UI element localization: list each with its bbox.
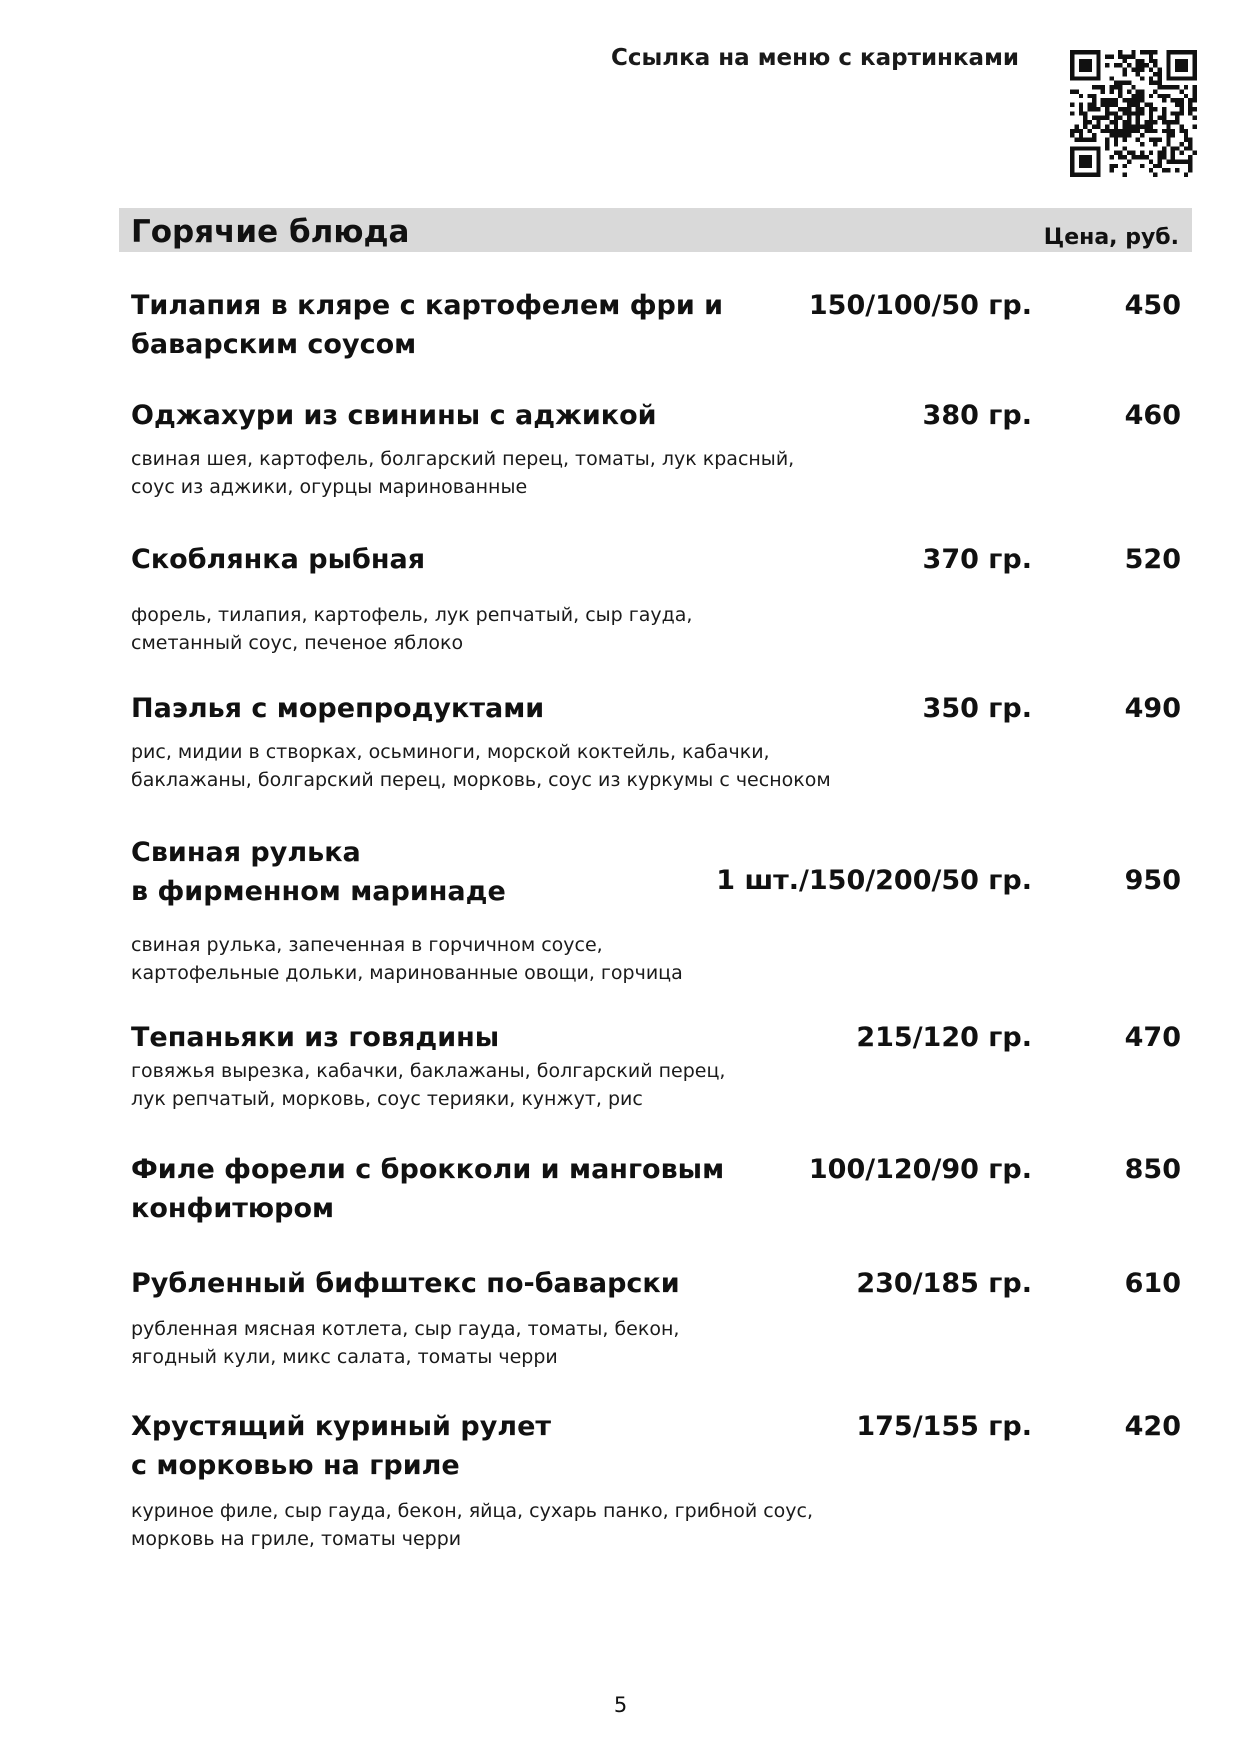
dish-description: говяжья вырезка, кабачки, баклажаны, болгарский перец, лук репчатый, морковь, соус терияки, кунжут, рис: [131, 1060, 726, 1110]
menu-item: [131, 540, 1181, 657]
menu-item: [131, 1150, 1181, 1228]
dish-weight: 380 гр.: [922, 400, 1032, 431]
dish-weight: 215/120 гр.: [856, 1022, 1032, 1053]
dish-weight: 175/155 гр.: [856, 1411, 1032, 1442]
dish-name: Скоблянка рыбная: [131, 544, 426, 575]
menu-item: [131, 396, 1181, 501]
dish-name: Паэлья с морепродуктами: [131, 693, 545, 724]
dish-description: форель, тилапия, картофель, лук репчатый, сыр гауда, сметанный соус, печеное яблоко: [131, 604, 693, 654]
dish-price: 420: [1124, 1411, 1181, 1442]
dish-description: рис, мидии в створках, осьминоги, морской коктейль, кабачки, баклажаны, болгарский перец, морковь, соус из куркумы с чесноком: [131, 741, 831, 791]
dish-price: 460: [1124, 400, 1181, 431]
dish-weight: 230/185 гр.: [856, 1268, 1032, 1299]
dish-name: Рубленный бифштекс по-баварски: [131, 1268, 680, 1299]
dish-name: Хрустящий куриный рулет с морковью на гриле: [131, 1411, 552, 1481]
dish-price: 850: [1124, 1154, 1181, 1185]
menu-item: [131, 1264, 1181, 1371]
dish-description: куриное филе, сыр гауда, бекон, яйца, сухарь панко, грибной соус, морковь на гриле, томаты черри: [131, 1500, 814, 1550]
qr-caption: Ссылка на меню с картинками: [611, 45, 1019, 71]
dish-name: Оджахури из свинины с аджикой: [131, 400, 657, 431]
qr-code-icon[interactable]: [1070, 50, 1197, 177]
dish-price: 520: [1124, 544, 1181, 575]
menu-item: [131, 689, 1181, 794]
dish-description: свиная рулька, запеченная в горчичном соусе, картофельные дольки, маринованные овощи, горчица: [131, 934, 683, 984]
dish-weight: 100/120/90 гр.: [808, 1154, 1032, 1185]
dish-name: Тилапия в кляре с картофелем фри и баварским соусом: [131, 290, 724, 360]
dish-price: 610: [1124, 1268, 1181, 1299]
page-number: 5: [613, 1693, 628, 1717]
dish-name: Филе форели с брокколи и манговым конфитюром: [131, 1154, 725, 1224]
dish-price: 950: [1124, 865, 1181, 896]
price-column-header: Цена, руб.: [1043, 225, 1179, 250]
section-title: Горячие блюда: [131, 214, 410, 250]
dish-price: 450: [1124, 290, 1181, 321]
dish-price: 470: [1124, 1022, 1181, 1053]
menu-item: [131, 1407, 1181, 1553]
dish-weight: 150/100/50 гр.: [808, 290, 1032, 321]
menu-item: [131, 833, 1181, 987]
menu-item: [131, 286, 1181, 364]
dish-description: рубленная мясная котлета, сыр гауда, томаты, бекон, ягодный кули, микс салата, томаты черри: [131, 1318, 680, 1368]
dish-description: свиная шея, картофель, болгарский перец, томаты, лук красный, соус из аджики, огурцы маринованные: [131, 448, 795, 498]
dish-name: Свиная рулька в фирменном маринаде: [131, 837, 506, 907]
menu-item: [131, 1018, 1181, 1113]
dish-weight: 350 гр.: [922, 693, 1032, 724]
section-header: [119, 208, 1192, 252]
dish-name: Тепаньяки из говядины: [131, 1022, 500, 1053]
dish-weight: 370 гр.: [922, 544, 1032, 575]
dish-weight: 1 шт./150/200/50 гр.: [716, 865, 1032, 896]
dish-price: 490: [1124, 693, 1181, 724]
